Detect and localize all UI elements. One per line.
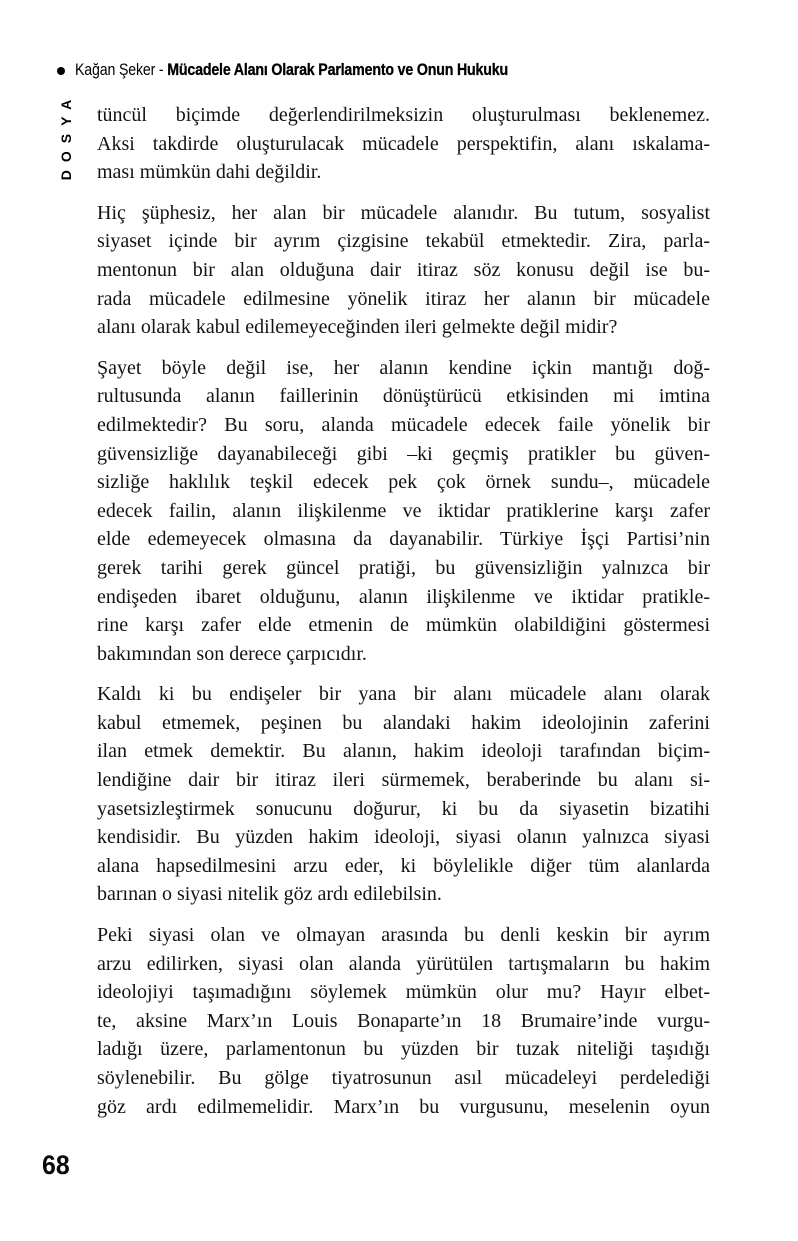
paragraph	[97, 199, 710, 342]
text-line: söylenebilir. Bu gölge tiyatrosunun asıl mücadeleyi perdelediği	[97, 1067, 710, 1089]
text-line: Şayet böyle değil ise, her alanın kendine içkin mantığı doğ-	[97, 356, 710, 379]
text-line: rine karşı zafer elde etmenin de mümkün olabildiğini göstermesi	[97, 614, 710, 637]
text-line: sizliğe haklılık teşkil edecek pek çok örnek sundu–, mücadele	[97, 471, 710, 494]
text-line: alana hapsedilmesini arzu eder, ki böylelikle diğer tüm alanlarda	[97, 854, 710, 877]
author-name: Kağan Şeker -	[75, 61, 168, 79]
text-line: Aksi takdirde oluşturulacak mücadele perspektifin, alanı ıskalama-	[97, 132, 710, 155]
text-line: edilmektedir? Bu soru, alanda mücadele edecek faile yönelik bir	[97, 413, 710, 436]
text-line: edecek failin, alanın ilişkilenme ve iktidar pratiklerine karşı zafer	[97, 499, 710, 522]
running-header-text	[75, 61, 508, 80]
text-line: arzu edilirken, siyasi olan alanda yürütülen tartışmaların bu hakim	[97, 952, 710, 975]
text-line: ideolojiyi taşımadığını söylemek mümkün olur mu? Hayır elbet-	[97, 981, 710, 1004]
text-line: Peki siyasi olan ve olmayan arasında bu denli keskin bir ayrım	[97, 924, 710, 947]
text-line: mentonun bir alan olduğuna dair itiraz söz konusu değil ise bu-	[97, 258, 710, 281]
body-text	[97, 101, 710, 1121]
text-line: elde edemeyecek olmasına da dayanabilir. Türkiye İşçi Partisi’nin	[97, 528, 710, 551]
text-line: güvensizliğe dayanabileceği gibi –ki geçmiş pratikler bu güven-	[97, 442, 710, 465]
paragraph	[97, 921, 710, 1121]
text-line: tüncül biçimde değerlendirilmeksizin oluşturulması beklenemez.	[97, 104, 710, 126]
text-line: barınan o siyasi nitelik göz ardı edilebilsin.	[97, 883, 442, 906]
text-line: endişeden ibaret olduğunu, alanın ilişkilenme ve iktidar pratikle-	[97, 585, 710, 608]
text-line: rada mücadele edilmesine yönelik itiraz her alanın bir mücadele	[97, 287, 710, 310]
text-line: Kaldı ki bu endişeler bir yana bir alanı mücadele alanı olarak	[97, 683, 710, 706]
text-line: bakımından son derece çarpıcıdır.	[97, 642, 367, 665]
bullet-icon	[57, 67, 65, 75]
text-line: gerek tarihi gerek güncel pratiği, bu güvensizliğin yalnızca bir	[97, 556, 710, 579]
text-line: lendiğine dair bir itiraz ileri sürmemek, beraberinde bu alanı si-	[97, 769, 710, 792]
text-line: ması mümkün dahi değildir.	[97, 161, 322, 184]
text-line: Hiç şüphesiz, her alan bir mücadele alanıdır. Bu tutum, sosyalist	[97, 201, 710, 224]
text-line: alanı olarak kabul edilemeyeceğinden ileri gelmekte değil midir?	[97, 316, 618, 339]
paragraph	[97, 101, 710, 187]
paragraph	[97, 680, 710, 909]
article-title: Mücadele Alanı Olarak Parlamento ve Onun Hukuku	[167, 61, 508, 79]
paragraph	[97, 354, 710, 669]
page-number: 68	[42, 1150, 70, 1180]
text-line: te, aksine Marx’ın Louis Bonaparte’ın 18 Brumaire’inde vurgu-	[97, 1009, 710, 1032]
running-header	[57, 61, 578, 80]
text-line: yasetsizleştirmek sonucunu doğurur, ki bu da siyasetin bizatihi	[97, 797, 710, 820]
text-line: kendisidir. Bu yüzden hakim ideoloji, siyasi olanın yalnızca siyasi	[97, 826, 710, 849]
text-line: göz ardı edilmemelidir. Marx’ın bu vurgusunu, meselenin oyun	[97, 1095, 710, 1118]
text-line: siyaset içinde bir ayrım çizgisine tekabül etmektedir. Zira, parla-	[97, 230, 710, 253]
section-side-label-text: DOSYA	[58, 91, 74, 181]
text-line: ladığı üzere, parlamentonun bu yüzden bir tuzak niteliği taşıdığı	[97, 1038, 710, 1061]
text-line: rultusunda alanın faillerinin dönüştürücü etkisinden mi imtina	[97, 385, 710, 408]
text-line: ilan etmek demektir. Bu alanın, hakim ideoloji tarafından biçim-	[97, 740, 710, 763]
text-line: kabul etmemek, peşinen bu alandaki hakim ideolojinin zaferini	[97, 711, 710, 734]
